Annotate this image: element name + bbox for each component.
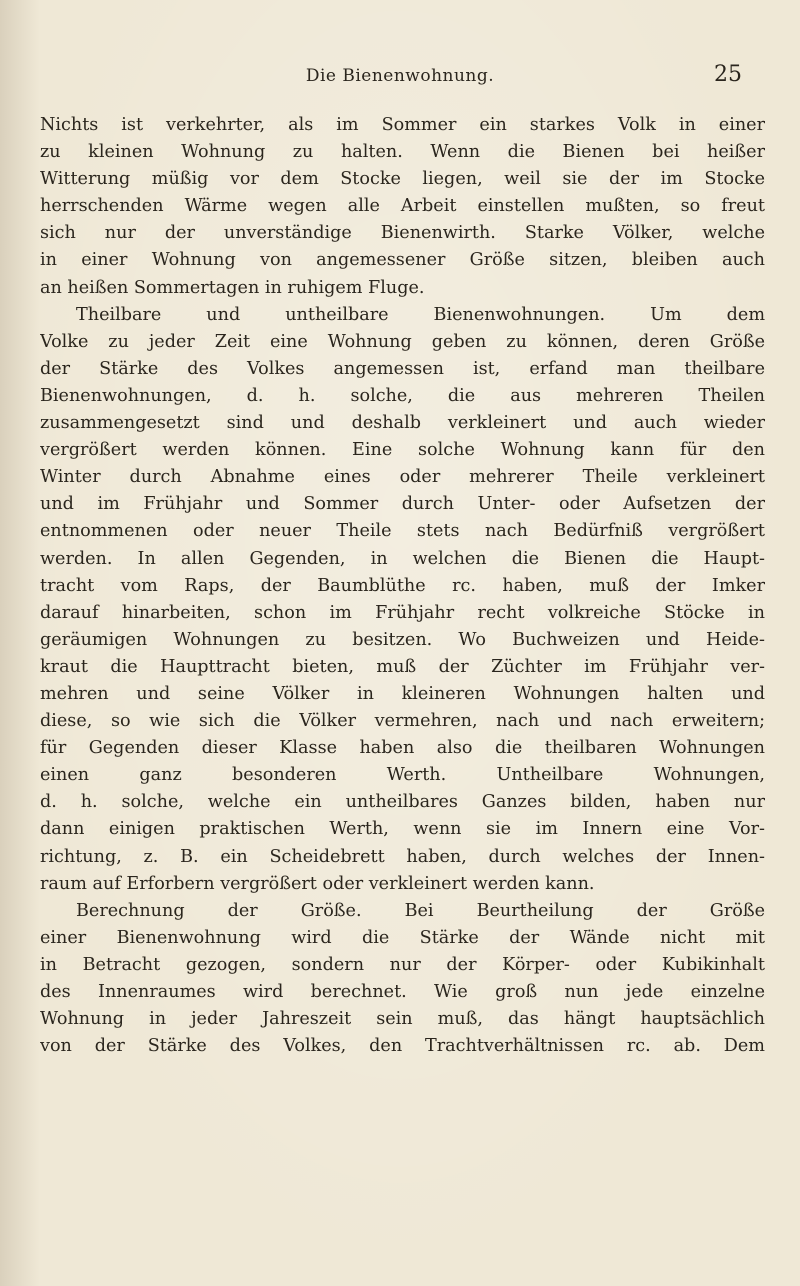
text-line: darauf hinarbeiten, schon im Frühjahr recht volkreiche Stöcke in	[40, 602, 765, 623]
text-line: Wohnung in jeder Jahreszeit sein muß, das hängt hauptsächlich	[40, 1009, 765, 1030]
text-line: raum auf Erforbern vergrößert oder verkleinert werden kann.	[40, 873, 595, 894]
text-line: vergrößert werden können. Eine solche Wohnung kann für den	[40, 440, 765, 461]
text-line: Theilbare und untheilbare Bienenwohnungen. Um dem	[76, 304, 765, 325]
body-text	[40, 112, 765, 1060]
page-number: 25	[714, 62, 742, 87]
text-line: in einer Wohnung von angemessener Größe sitzen, bleiben auch	[40, 250, 765, 271]
text-line: tracht vom Raps, der Baumblüthe rc. haben, muß der Imker	[40, 575, 765, 596]
text-line: Volke zu jeder Zeit eine Wohnung geben zu können, deren Größe	[40, 331, 765, 352]
text-line: richtung, z. B. ein Scheidebrett haben, durch welches der Innen-	[40, 846, 765, 867]
text-line: Bienenwohnungen, d. h. solche, die aus mehreren Theilen	[40, 385, 765, 406]
text-line: in Betracht gezogen, sondern nur der Körper- oder Kubikinhalt	[40, 954, 765, 975]
text-line: sich nur der unverständige Bienenwirth. Starke Völker, welche	[40, 223, 765, 244]
text-line: Berechnung der Größe. Bei Beurtheilung der Größe	[76, 900, 765, 921]
text-line: werden. In allen Gegenden, in welchen die Bienen die Haupt-	[40, 548, 765, 569]
text-line: zu kleinen Wohnung zu halten. Wenn die Bienen bei heißer	[40, 142, 765, 163]
text-line: entnommenen oder neuer Theile stets nach Bedürfniß vergrößert	[40, 521, 765, 542]
text-line: einen ganz besonderen Werth. Untheilbare Wohnungen,	[40, 765, 765, 786]
text-line: geräumigen Wohnungen zu besitzen. Wo Buchweizen und Heide-	[40, 629, 765, 650]
text-line: des Innenraumes wird berechnet. Wie groß nun jede einzelne	[40, 982, 765, 1002]
text-line: zusammengesetzt sind und deshalb verkleinert und auch wieder	[40, 413, 765, 434]
text-line: der Stärke des Volkes angemessen ist, erfand man theilbare	[40, 358, 765, 379]
text-line: von der Stärke des Volkes, den Trachtverhältnissen rc. ab. Dem	[40, 1036, 765, 1057]
text-line: einer Bienenwohnung wird die Stärke der Wände nicht mit	[40, 927, 765, 948]
text-line: und im Frühjahr und Sommer durch Unter- oder Aufsetzen der	[40, 494, 765, 515]
text-line: Winter durch Abnahme eines oder mehrerer Theile verkleinert	[40, 467, 765, 488]
text-line: an heißen Sommertagen in ruhigem Fluge.	[40, 277, 425, 298]
text-line: diese, so wie sich die Völker vermehren, nach und nach erweitern;	[40, 711, 765, 732]
text-line: dann einigen praktischen Werth, wenn sie im Innern eine Vor-	[40, 819, 765, 840]
text-line: Witterung müßig vor dem Stocke liegen, weil sie der im Stocke	[40, 169, 765, 190]
text-line: kraut die Haupttracht bieten, muß der Züchter im Frühjahr ver-	[40, 656, 765, 677]
text-line: für Gegenden dieser Klasse haben also die theilbaren Wohnungen	[40, 738, 765, 759]
text-line: d. h. solche, welche ein untheilbares Ganzes bilden, haben nur	[40, 792, 765, 813]
running-head	[0, 62, 800, 92]
text-line: Nichts ist verkehrter, als im Sommer ein starkes Volk in einer	[40, 115, 765, 135]
text-line: mehren und seine Völker in kleineren Wohnungen halten und	[40, 683, 765, 704]
page-title: Die Bienenwohnung.	[305, 66, 495, 86]
text-line: herrschenden Wärme wegen alle Arbeit einstellen mußten, so freut	[40, 196, 765, 217]
